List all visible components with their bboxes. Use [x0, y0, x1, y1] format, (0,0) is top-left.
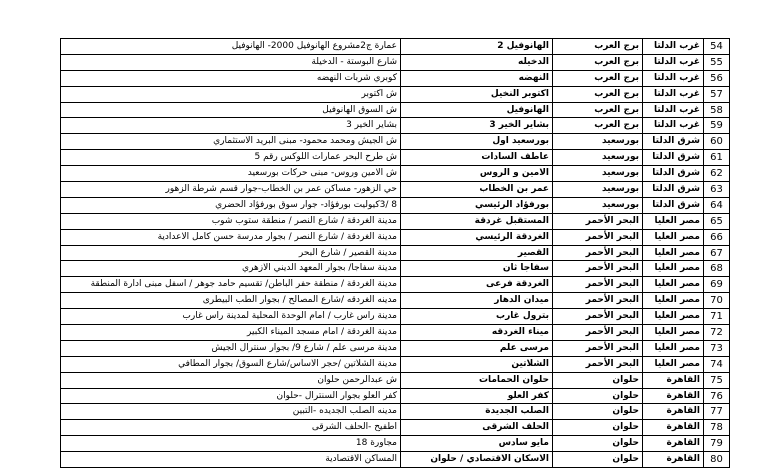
table-row [61, 86, 730, 102]
table-body [61, 39, 730, 468]
row-number-cell: 58 [704, 102, 730, 118]
row-number-cell: 77 [704, 404, 730, 420]
region-cell: غرب الدلتا [643, 54, 704, 70]
offices-table [60, 38, 730, 468]
region-cell: غرب الدلتا [643, 102, 704, 118]
governorate-cell: حلوان [553, 388, 643, 404]
region-cell: شرق الدلتا [643, 134, 704, 150]
row-number-cell: 67 [704, 245, 730, 261]
office-name-cell: عاطف السادات [401, 150, 553, 166]
address-cell: مدينه الغردقه /شارع المصالح / بجوار الطب البيطرى [61, 293, 401, 309]
office-name-cell: حلوان الحمامات [401, 372, 553, 388]
address-cell: مدينة الغردقة / منطقة حفر الباطن/ تقسيم حامد جوهر / اسفل مبنى ادارة المنطقة [61, 277, 401, 293]
governorate-cell: بورسعيد [553, 197, 643, 213]
governorate-cell: حلوان [553, 452, 643, 468]
office-name-cell: اكتوبر النخيل [401, 86, 553, 102]
office-name-cell: الامين و الروس [401, 166, 553, 182]
table-row [61, 436, 730, 452]
governorate-cell: برج العرب [553, 70, 643, 86]
region-cell: شرق الدلتا [643, 166, 704, 182]
region-cell: مصر العليا [643, 261, 704, 277]
region-cell: مصر العليا [643, 356, 704, 372]
governorate-cell: بورسعيد [553, 182, 643, 198]
table-row [61, 261, 730, 277]
row-number-cell: 62 [704, 166, 730, 182]
governorate-cell: البحر الأحمر [553, 340, 643, 356]
governorate-cell: برج العرب [553, 39, 643, 55]
office-name-cell: مايو سادس [401, 436, 553, 452]
office-name-cell: الهانوفيل 2 [401, 39, 553, 55]
row-number-cell: 73 [704, 340, 730, 356]
region-cell: القاهرة [643, 388, 704, 404]
office-name-cell: النهضه [401, 70, 553, 86]
address-cell: حي الزهور- مساكن عمر بن الخطاب-جوار قسم شرطة الزهور [61, 182, 401, 198]
office-name-cell: ميدان الدهار [401, 293, 553, 309]
governorate-cell: حلوان [553, 420, 643, 436]
office-name-cell: بورفؤاد الرئيسي [401, 197, 553, 213]
region-cell: مصر العليا [643, 309, 704, 325]
row-number-cell: 75 [704, 372, 730, 388]
office-name-cell: الغردقة الرئيسي [401, 229, 553, 245]
address-cell: مدينة القصير / شارع البحر [61, 245, 401, 261]
region-cell: غرب الدلتا [643, 39, 704, 55]
table-row [61, 340, 730, 356]
address-cell: ش الجيش ومحمد محمود- مبنى البريد الاستثماري [61, 134, 401, 150]
table-row [61, 134, 730, 150]
row-number-cell: 59 [704, 118, 730, 134]
office-name-cell: بترول غارب [401, 309, 553, 325]
row-number-cell: 66 [704, 229, 730, 245]
region-cell: غرب الدلتا [643, 118, 704, 134]
table-row [61, 39, 730, 55]
table-row [61, 388, 730, 404]
governorate-cell: البحر الأحمر [553, 325, 643, 341]
row-number-cell: 65 [704, 213, 730, 229]
table-row [61, 166, 730, 182]
governorate-cell: البحر الأحمر [553, 213, 643, 229]
region-cell: مصر العليا [643, 213, 704, 229]
office-name-cell: القصير [401, 245, 553, 261]
governorate-cell: البحر الأحمر [553, 293, 643, 309]
table-row [61, 118, 730, 134]
region-cell: مصر العليا [643, 340, 704, 356]
row-number-cell: 71 [704, 309, 730, 325]
address-cell: ش اكتوبر [61, 86, 401, 102]
table-row [61, 245, 730, 261]
governorate-cell: بورسعيد [553, 166, 643, 182]
governorate-cell: حلوان [553, 372, 643, 388]
governorate-cell: البحر الأحمر [553, 309, 643, 325]
governorate-cell: برج العرب [553, 86, 643, 102]
office-name-cell: المستقبل غردقة [401, 213, 553, 229]
address-cell: ش الامين وروس- مبنى حركات بورسعيد [61, 166, 401, 182]
address-cell: المساكن الاقتصادية [61, 452, 401, 468]
table-row [61, 213, 730, 229]
region-cell: القاهرة [643, 420, 704, 436]
region-cell: مصر العليا [643, 325, 704, 341]
region-cell: شرق الدلتا [643, 150, 704, 166]
address-cell: ش طرح البحر عمارات اللوكس رقم 5 [61, 150, 401, 166]
office-name-cell: الصلب الجديدة [401, 404, 553, 420]
region-cell: مصر العليا [643, 277, 704, 293]
governorate-cell: البحر الأحمر [553, 356, 643, 372]
office-name-cell: ميناء الغردقه [401, 325, 553, 341]
row-number-cell: 60 [704, 134, 730, 150]
address-cell: شارع البوستة - الدخيلة [61, 54, 401, 70]
address-cell: مدينة راس غارب / امام الوحدة المحلية لمدينة راس غارب [61, 309, 401, 325]
table-row [61, 420, 730, 436]
row-number-cell: 63 [704, 182, 730, 198]
address-cell: 8 /3كيوليت بورفؤاد- جوار سوق بورفؤاد الحضري [61, 197, 401, 213]
address-cell: كوبري شربات النهضه [61, 70, 401, 86]
row-number-cell: 80 [704, 452, 730, 468]
address-cell: مدينة سفاجا/ بجوار المعهد الديني الازهري [61, 261, 401, 277]
region-cell: مصر العليا [643, 229, 704, 245]
table-row [61, 325, 730, 341]
address-cell: بشاير الخير 3 [61, 118, 401, 134]
table-row [61, 404, 730, 420]
governorate-cell: برج العرب [553, 118, 643, 134]
region-cell: القاهرة [643, 452, 704, 468]
governorate-cell: حلوان [553, 436, 643, 452]
table-row [61, 452, 730, 468]
table-row [61, 309, 730, 325]
table-row [61, 150, 730, 166]
office-name-cell: مرسى علم [401, 340, 553, 356]
office-name-cell: عمر بن الخطاب [401, 182, 553, 198]
region-cell: القاهرة [643, 372, 704, 388]
office-name-cell: الشلاتين [401, 356, 553, 372]
governorate-cell: البحر الأحمر [553, 261, 643, 277]
row-number-cell: 68 [704, 261, 730, 277]
region-cell: غرب الدلتا [643, 70, 704, 86]
office-name-cell: بشاير الخير 3 [401, 118, 553, 134]
table-row [61, 54, 730, 70]
row-number-cell: 64 [704, 197, 730, 213]
row-number-cell: 74 [704, 356, 730, 372]
office-name-cell: سفاجا ثان [401, 261, 553, 277]
address-cell: مدينة الغردقة / شارع النصر / منطقة ستوب شوب [61, 213, 401, 229]
governorate-cell: البحر الأحمر [553, 245, 643, 261]
office-name-cell: بورسعيد اول [401, 134, 553, 150]
row-number-cell: 79 [704, 436, 730, 452]
table-row [61, 293, 730, 309]
region-cell: القاهرة [643, 436, 704, 452]
table-row [61, 182, 730, 198]
region-cell: القاهرة [643, 404, 704, 420]
table-row [61, 102, 730, 118]
address-cell: اطفيح -الحلف الشرقى [61, 420, 401, 436]
address-cell: مجاورة 18 [61, 436, 401, 452]
address-cell: ش السوق الهانوفيل [61, 102, 401, 118]
office-name-cell: الهانوفيل [401, 102, 553, 118]
row-number-cell: 61 [704, 150, 730, 166]
region-cell: شرق الدلتا [643, 182, 704, 198]
row-number-cell: 70 [704, 293, 730, 309]
address-cell: مدينة الغردقة / امام مسجد الميناء الكبير [61, 325, 401, 341]
governorate-cell: بورسعيد [553, 150, 643, 166]
address-cell: مدينة الغردقة / شارع النصر / بجوار مدرسة حسن كامل الاعدادية [61, 229, 401, 245]
table-row [61, 229, 730, 245]
governorate-cell: حلوان [553, 404, 643, 420]
table-row [61, 70, 730, 86]
governorate-cell: بورسعيد [553, 134, 643, 150]
address-cell: ش عبدالرحمن حلوان [61, 372, 401, 388]
region-cell: مصر العليا [643, 293, 704, 309]
region-cell: شرق الدلتا [643, 197, 704, 213]
address-cell: كفر العلو بجوار السنترال -حلوان [61, 388, 401, 404]
row-number-cell: 56 [704, 70, 730, 86]
region-cell: مصر العليا [643, 245, 704, 261]
address-cell: مدينة مرسى علم / شارع 9/ بجوار سنترال الجيش [61, 340, 401, 356]
governorate-cell: البحر الأحمر [553, 229, 643, 245]
row-number-cell: 55 [704, 54, 730, 70]
row-number-cell: 78 [704, 420, 730, 436]
governorate-cell: برج العرب [553, 54, 643, 70]
row-number-cell: 76 [704, 388, 730, 404]
row-number-cell: 72 [704, 325, 730, 341]
row-number-cell: 57 [704, 86, 730, 102]
office-name-cell: الدخيله [401, 54, 553, 70]
row-number-cell: 54 [704, 39, 730, 55]
governorate-cell: البحر الأحمر [553, 277, 643, 293]
address-cell: مدينة الشلاتين /حجر الاساس/شارع السوق/ بجوار المطافي [61, 356, 401, 372]
row-number-cell: 69 [704, 277, 730, 293]
office-name-cell: كفر العلو [401, 388, 553, 404]
office-name-cell: الغردقة فرعى [401, 277, 553, 293]
region-cell: غرب الدلتا [643, 86, 704, 102]
governorate-cell: برج العرب [553, 102, 643, 118]
address-cell: عمارة ج2مشروع الهانوفيل 2000- الهانوفيل [61, 39, 401, 55]
address-cell: مدينه الصلب الجديده -التبين [61, 404, 401, 420]
table-row [61, 372, 730, 388]
table-row [61, 197, 730, 213]
table-row [61, 356, 730, 372]
office-name-cell: الاسكان الاقتصادي / حلوان [401, 452, 553, 468]
office-name-cell: الحلف الشرقى [401, 420, 553, 436]
table-row [61, 277, 730, 293]
